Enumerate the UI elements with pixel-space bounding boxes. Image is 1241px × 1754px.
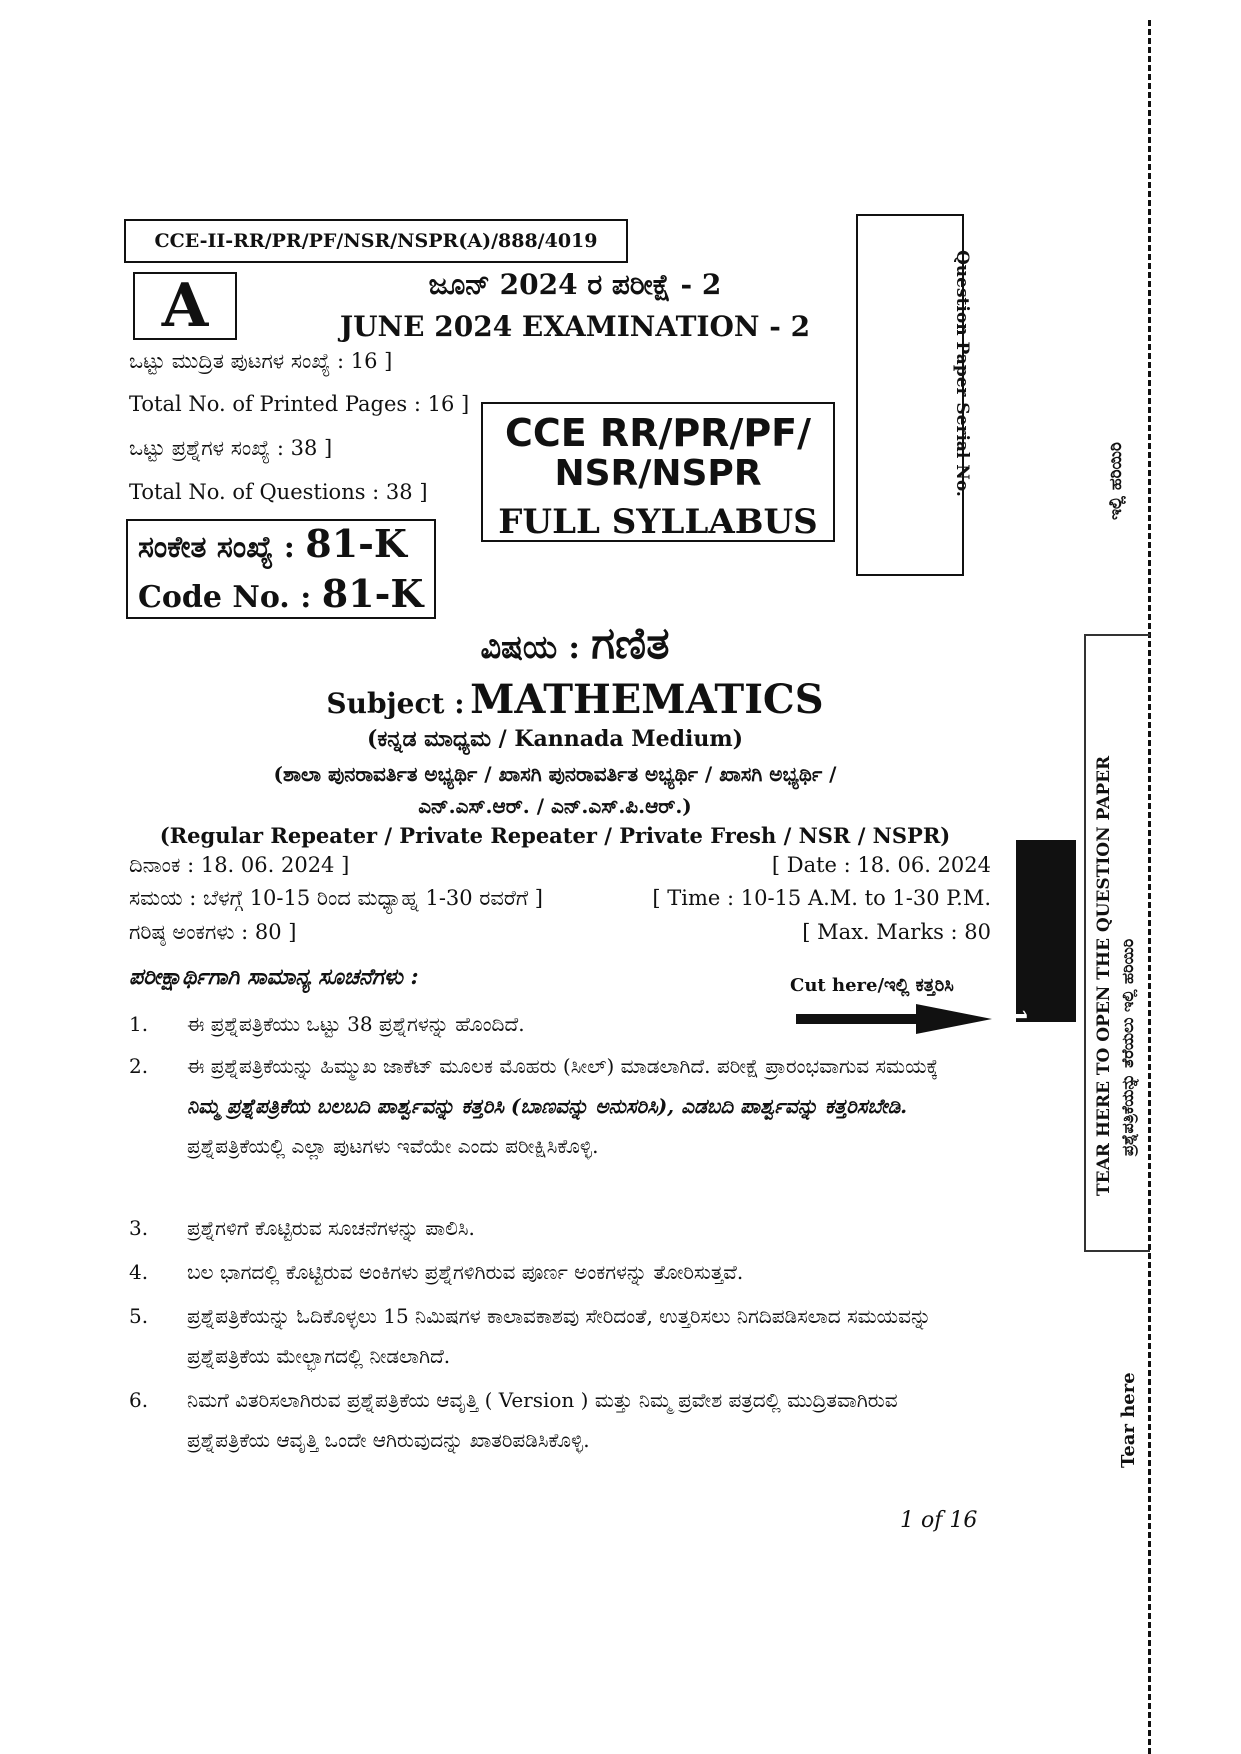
tear-here-kn-top-wrap bbox=[1106, 430, 1136, 520]
instruction-text: ಈ ಪ್ರಶ್ನೆಪತ್ರಿಕೆಯು ಒಟ್ಟು 38 ಪ್ರಶ್ನೆಗಳನ್ನು ಹೊಂದಿದೆ. bbox=[187, 1012, 525, 1036]
instruction-text: ನಿಮಗೆ ವಿತರಿಸಲಾಗಿರುವ ಪ್ರಶ್ನೆಪತ್ರಿಕೆಯ ಆವೃತ್ತಿ ( Version ) ಮತ್ತು ನಿಮ್ಮ ಪ್ರವೇಶ ಪತ್ರದಲ್ಲಿ ಮುದ್ರಿತವಾಗಿರುವ ಪ್ರಶ್ನೆಪತ್ರಿಕೆಯ ಆವೃತ್ತಿ ಒಂದೇ ಆಗಿರುವುದನ್ನು ಖಾತರಿಪಡಿಸಿಕೊಳ್ಳಿ. bbox=[187, 1388, 898, 1452]
instruction-text: ಬಲ ಭಾಗದಲ್ಲಿ ಕೊಟ್ಟಿರುವ ಅಂಕಿಗಳು ಪ್ರಶ್ನೆಗಳಿಗಿರುವ ಪೂರ್ಣ ಅಂಕಗಳನ್ನು ತೋರಿಸುತ್ತವೆ. bbox=[187, 1260, 744, 1284]
instruction-num: 2. bbox=[129, 1054, 149, 1078]
subject-kn-value: ಗಣಿತ bbox=[591, 618, 670, 669]
version-box bbox=[133, 272, 237, 340]
instruction-num: 3. bbox=[129, 1216, 149, 1240]
tear-here-kn: ಪ್ರಶ್ನೆಪತ್ರಿಕೆಯನ್ನು ತೆರೆಯಲು ಇಲ್ಲಿ ಹರಿಯಿರಿ bbox=[1118, 938, 1137, 1156]
code-no-kn-value: 81-K bbox=[305, 521, 407, 566]
questions-en: Total No. of Questions : 38 ] bbox=[129, 480, 428, 504]
subject-kn bbox=[250, 618, 900, 669]
code-no-box bbox=[126, 519, 436, 619]
page-number: 1 of 16 bbox=[900, 1508, 978, 1533]
instruction-text-a: ಈ ಪ್ರಶ್ನೆಪತ್ರಿಕೆಯನ್ನು ಹಿಮ್ಮುಖ ಜಾಕೆಟ್ ಮೂಲಕ ಮೊಹರು (ಸೀಲ್) ಮಾಡಲಾಗಿದೆ. ಪರೀಕ್ಷೆ ಪ್ರಾರಂಭವಾಗುವ ಸಮಯಕ್ಕೆ bbox=[187, 1054, 939, 1078]
marks-kn: ಗರಿಷ್ಠ ಅಂಕಗಳು : 80 ] bbox=[129, 920, 297, 944]
paper-code: CCE-II-RR/PR/PF/NSR/NSPR(A)/888/4019 bbox=[154, 230, 598, 252]
date-vertical: 18. 06. 2024 bbox=[1004, 1008, 1030, 1162]
date-en: [ Date : 18. 06. 2024 bbox=[771, 853, 991, 877]
instruction-item-6 bbox=[129, 1380, 977, 1460]
instruction-text-bold: ನಿಮ್ಮ ಪ್ರಶ್ನೆಪತ್ರಿಕೆಯ ಬಲಬದಿ ಪಾರ್ಶ್ವವನ್ನು ಕತ್ತರಿಸಿ (ಬಾಣವನ್ನು ಅನುಸರಿಸಿ), ಎಡಬದಿ ಪಾರ್ಶ್ವವನ್ನು ಕತ್ತರಿಸಬೇಡಿ. bbox=[187, 1094, 908, 1118]
code-no-kn-label: ಸಂಕೇತ ಸಂಖ್ಯೆ : bbox=[138, 530, 295, 565]
cce-line-1: CCE RR/PR/PF/ bbox=[504, 411, 812, 455]
exam-title-en: JUNE 2024 EXAMINATION - 2 bbox=[339, 310, 811, 343]
cce-line-2: NSR/NSPR bbox=[554, 453, 762, 494]
time-en: [ Time : 10-15 A.M. to 1-30 P.M. bbox=[652, 886, 991, 910]
marks-en: [ Max. Marks : 80 bbox=[802, 920, 991, 944]
instruction-item-3 bbox=[129, 1208, 977, 1248]
cut-here-label: Cut here/ಇಲ್ಲಿ ಕತ್ತರಿಸಿ bbox=[790, 975, 954, 996]
instruction-text-c: ಪ್ರಶ್ನೆಪತ್ರಿಕೆಯಲ್ಲಿ ಎಲ್ಲಾ ಪುಟಗಳು ಇವೆಯೇ ಎಂದು ಪರೀಕ್ಷಿಸಿಕೊಳ್ಳಿ. bbox=[187, 1134, 599, 1158]
medium: (ಕನ್ನಡ ಮಾಧ್ಯಮ / Kannada Medium) bbox=[366, 726, 744, 752]
tear-here-bottom-wrap bbox=[1118, 1368, 1148, 1468]
cce-line-3: FULL SYLLABUS bbox=[498, 502, 818, 542]
subject-en bbox=[200, 676, 950, 723]
instruction-num: 5. bbox=[129, 1304, 149, 1328]
subject-kn-label: ವಿಷಯ : bbox=[480, 628, 581, 666]
date-kn: ದಿನಾಂಕ : 18. 06. 2024 ] bbox=[129, 853, 350, 877]
instruction-num: 1. bbox=[129, 1012, 149, 1036]
subject-en-value: MATHEMATICS bbox=[470, 676, 824, 723]
instruction-item-1 bbox=[129, 1004, 977, 1044]
instruction-text: ಪ್ರಶ್ನೆಗಳಿಗೆ ಕೊಟ್ಟಿರುವ ಸೂಚನೆಗಳನ್ನು ಪಾಲಿಸಿ. bbox=[187, 1216, 475, 1240]
tear-here-kn-top: ಇಲ್ಲಿ ಹರಿಯಿರಿ bbox=[1106, 442, 1126, 520]
instruction-text: ಪ್ರಶ್ನೆಪತ್ರಿಕೆಯನ್ನು ಓದಿಕೊಳ್ಳಲು 15 ನಿಮಿಷಗಳ ಕಾಲಾವಕಾಶವು ಸೇರಿದಂತೆ, ಉತ್ತರಿಸಲು ನಿಗದಿಪಡಿಸಲಾದ ಸಮಯವನ್ನು ಪ್ರಶ್ನೆಪತ್ರಿಕೆಯ ಮೇಲ್ಭಾಗದಲ್ಲಿ ನೀಡಲಾಗಿದೆ. bbox=[187, 1304, 932, 1368]
code-no-en-label: Code No. : bbox=[138, 580, 312, 615]
paper-code-box bbox=[124, 219, 628, 263]
serial-label-wrap bbox=[940, 250, 1010, 550]
candidates-kn-2: ಎನ್.ಎಸ್.ಆರ್. / ಎನ್.ಎಸ್.ಪಿ.ಆರ್.) bbox=[418, 794, 692, 818]
candidates-kn-1: (ಶಾಲಾ ಪುನರಾವರ್ತಿತ ಅಭ್ಯರ್ಥಿ / ಖಾಸಗಿ ಪುನರಾವರ್ತಿತ ಅಭ್ಯರ್ಥಿ / ಖಾಸಗಿ ಅಭ್ಯರ್ಥಿ / bbox=[273, 762, 837, 786]
candidates-en: (Regular Repeater / Private Repeater / Private Fresh / NSR / NSPR) bbox=[159, 823, 951, 848]
cce-box bbox=[481, 402, 835, 542]
version-letter: A bbox=[161, 271, 209, 341]
instruction-num: 6. bbox=[129, 1388, 149, 1412]
exam-title-kn: ಜೂನ್ 2024 ರ ಪರೀಕ್ಷೆ - 2 bbox=[428, 268, 722, 301]
instructions-title: ಪರೀಕ್ಷಾರ್ಥಿಗಾಗಿ ಸಾಮಾನ್ಯ ಸೂಚನೆಗಳು : bbox=[129, 964, 419, 990]
time-kn: ಸಮಯ : ಬೆಳಗ್ಗೆ 10-15 ರಿಂದ ಮಧ್ಯಾಹ್ನ 1-30 ರವರೆಗೆ ] bbox=[129, 886, 543, 910]
questions-kn: ಒಟ್ಟು ಪ್ರಶ್ನೆಗಳ ಸಂಖ್ಯೆ : 38 ] bbox=[129, 436, 333, 460]
code-no-en-row bbox=[138, 571, 434, 621]
subject-en-label: Subject : bbox=[326, 687, 465, 720]
code-no-en-value: 81-K bbox=[321, 571, 424, 616]
instruction-item-5 bbox=[129, 1296, 977, 1376]
pages-en: Total No. of Printed Pages : 16 ] bbox=[129, 392, 470, 416]
pages-kn: ಒಟ್ಟು ಮುದ್ರಿತ ಪುಟಗಳ ಸಂಖ್ಯೆ : 16 ] bbox=[129, 349, 393, 373]
serial-label: Question Paper Serial No. bbox=[952, 250, 972, 497]
tear-here-en: TEAR HERE TO OPEN THE QUESTION PAPER bbox=[1094, 755, 1114, 1196]
code-no-kn-row bbox=[138, 521, 434, 571]
instruction-item-2 bbox=[129, 1046, 977, 1166]
instruction-text bbox=[187, 1046, 977, 1166]
tear-box bbox=[1084, 634, 1150, 1252]
instruction-num: 4. bbox=[129, 1260, 149, 1284]
instruction-item-4 bbox=[129, 1252, 977, 1292]
tear-here-bottom: Tear here bbox=[1118, 1372, 1139, 1468]
date-vertical-bar bbox=[1004, 840, 1076, 1162]
